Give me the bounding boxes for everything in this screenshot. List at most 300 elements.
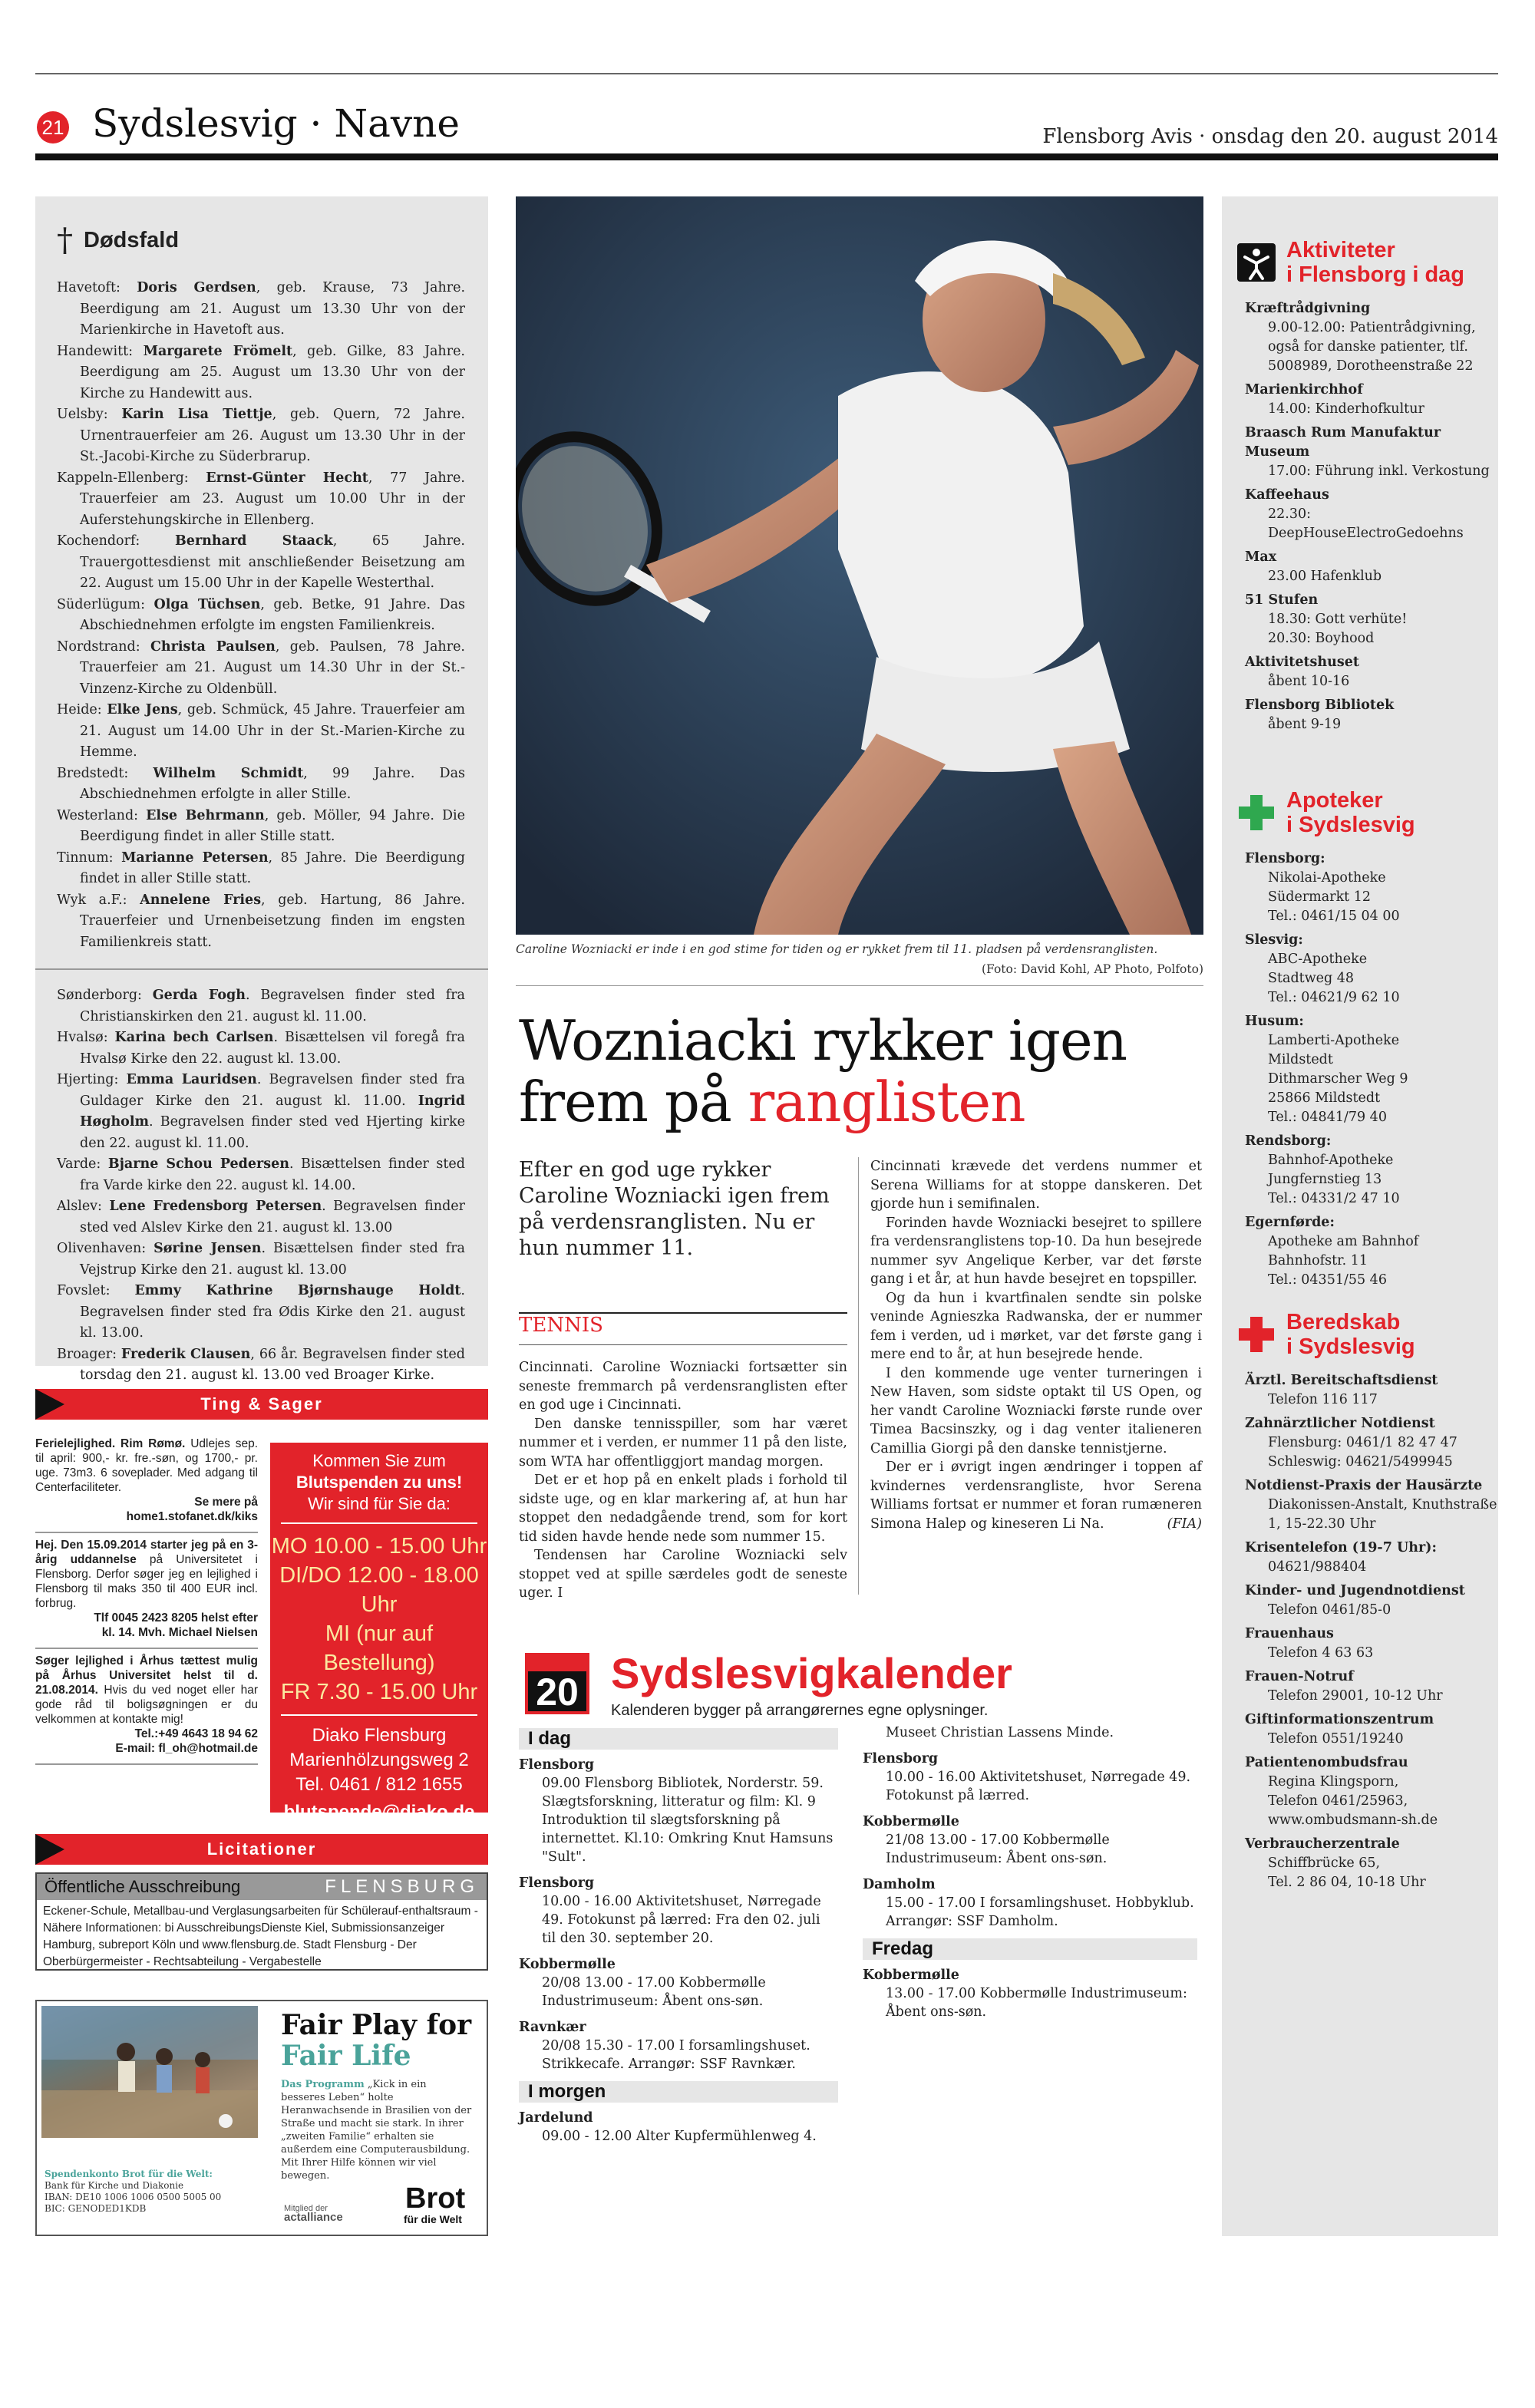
deaths-divider: [35, 968, 488, 970]
death-name: Emma Lauridsen: [126, 1072, 257, 1087]
brot-logo-sub: für die Welt: [404, 2213, 462, 2225]
top-rule: [35, 73, 1498, 74]
activity-entry: [1245, 381, 1498, 419]
chevron-right-icon: [35, 1389, 64, 1420]
article-column-2: [870, 1157, 1202, 1533]
calendar-day-icon: 20: [525, 1668, 589, 1714]
calendar-icon-top: [525, 1653, 589, 1670]
emergency-name: Giftinformationszentrum: [1245, 1712, 1434, 1727]
pharmacy-detail: Tel.: 04331/2 47 10: [1268, 1191, 1400, 1206]
activity-entry: [1245, 299, 1498, 376]
pharmacy-cross-icon: [1237, 793, 1276, 832]
activity-detail: 20.30: Boyhood: [1268, 631, 1375, 646]
death-name: Karina bech Carlsen: [114, 1030, 274, 1045]
emergency-detail: www.ombudsmann-sh.de: [1268, 1813, 1438, 1828]
activity-detail: åbent 10-16: [1268, 674, 1350, 689]
pharmacy-detail: Apotheke am Bahnhof: [1268, 1234, 1419, 1249]
death-text: , 99 Jahre. Das Abschiednehmen erfolgte in aller Stille.: [80, 765, 465, 802]
pharmacy-detail: ABC-Apotheke: [1268, 952, 1368, 967]
emergency-entry: [1245, 1414, 1498, 1472]
calendar-event: 09.00 - 12.00 Alter Kupfermühlenweg 4.: [542, 2129, 817, 2144]
death-text: , 85 Jahre. Die Beerdigung findet in aller Stille statt.: [80, 849, 465, 886]
fairplay-bank-title: Spendenkonto Brot für die Welt:: [45, 2169, 213, 2179]
photo-credit: (Foto: David Kohl, AP Photo, Polfoto): [982, 962, 1203, 976]
blood-hours-3: MI (nur auf Bestellung): [323, 1621, 435, 1675]
death-place: Kappeln-Ellenberg:: [57, 470, 189, 486]
emergency-detail: Flensburg: 0461/1 82 47 47: [1268, 1435, 1457, 1450]
calendar-place: Flensborg: [519, 1875, 595, 1891]
pharmacy-entry: [1245, 1012, 1498, 1127]
tender-title: Öffentliche Ausschreibung: [45, 1877, 241, 1896]
emergency-entry: [1245, 1371, 1498, 1410]
death-text: , 66 år. Begravelsen finder sted torsdag den 21. august kl. 13.00 ved Broager Kirke.: [80, 1346, 465, 1383]
death-entry: [57, 1196, 465, 1239]
death-name: Lene Fredensborg Petersen: [109, 1199, 322, 1214]
calendar-event: 13.00 - 17.00 Kobbermølle Industrimuseum: Åbent ons-søn.: [886, 1986, 1187, 2020]
activity-name: Braasch Rum Manufaktur Museum: [1245, 425, 1441, 460]
calendar-entry: [863, 1813, 1197, 1868]
emergency-detail: Diakonissen-Anstalt, Knuthstraße 1, 15-22.30 Uhr: [1268, 1497, 1497, 1532]
activity-detail: åbent 9-19: [1268, 717, 1342, 732]
activities-title-1: Aktiviteter: [1286, 238, 1395, 262]
calendar-tomorrow-list: [519, 2109, 838, 2146]
death-name: Olga Tüchsen: [154, 596, 261, 612]
death-name: Gerda Fogh: [152, 988, 246, 1003]
pharmacy-name: Egernførde:: [1245, 1215, 1335, 1230]
wozniacki-photo-illustration: [516, 196, 1203, 935]
death-text: , 65 Jahre. Trauergottesdienst mit anschließender Beisetzung am 22. August um 15.00 Uhr in der Kapelle Westerthal.: [80, 533, 465, 591]
classified-lead: Hej. Den 15.09.2014 starter jeg på en 3-årig uddannelse: [35, 1539, 258, 1566]
calendar-event: 20/08 15.30 - 17.00 I forsamlingshuset. Strikkecafe. Arrangør: SSF Ravnkær.: [542, 2038, 810, 2072]
calendar-column-2: [863, 1724, 1197, 2029]
death-text: . Bisættelsen vil foregå fra Hvalsø Kirke den 22. august kl. 13.00.: [80, 1030, 465, 1067]
article-paragraph: Cincinnati. Caroline Wozniacki fortsætter sin seneste fremmarch på verdensranglisten efter en god uge i Cincinnati.: [519, 1360, 847, 1413]
deaths-header: [57, 221, 465, 259]
death-name: Ingrid Høgholm: [80, 1093, 465, 1130]
calendar-place: Flensborg: [519, 1757, 595, 1773]
classified-ads: [35, 1432, 258, 1823]
header-rule: [35, 153, 1498, 160]
fairplay-bank-name: Bank für Kirche und Diakonie: [45, 2180, 184, 2191]
calendar-entry: [519, 2109, 838, 2146]
death-place: Alslev:: [57, 1199, 102, 1214]
fairplay-bank: [45, 2169, 275, 2215]
blood-line-1: Kommen Sie zum: [312, 1451, 446, 1470]
headline-line-2a: frem på: [519, 1070, 748, 1134]
blood-donation-ad: [270, 1443, 488, 1822]
classified-text: [35, 1437, 258, 1495]
activity-detail: 22.30: DeepHouseElectroGedoehns: [1268, 506, 1464, 541]
death-entry: [57, 1070, 465, 1154]
activity-name: Flensborg Bibliotek: [1245, 698, 1395, 713]
classifieds-bar-label: Ting & Sager: [200, 1394, 323, 1413]
emergency-detail: Telefon 29001, 10-12 Uhr: [1268, 1688, 1443, 1704]
article-lead: Efter en god uge rykker Caroline Wozniacki igen frem på verdensranglisten. Nu er hun nummer 11.: [519, 1158, 830, 1260]
pharmacy-detail: Tel.: 04621/9 62 10: [1268, 990, 1400, 1005]
pharmacy-detail: 25866 Mildstedt: [1268, 1090, 1381, 1106]
pharmacy-name: Husum:: [1245, 1014, 1304, 1029]
tender-header: [37, 1874, 487, 1900]
pharmacy-detail: Nikolai-Apotheke: [1268, 870, 1386, 886]
article-column-1: [519, 1358, 847, 1603]
article-signature: (FIA): [1167, 1516, 1202, 1532]
emergency-detail: Telefon 0461/85-0: [1268, 1602, 1391, 1618]
death-entry: [57, 468, 465, 532]
classified-text: [35, 1538, 258, 1611]
emergency-entry: [1245, 1539, 1498, 1577]
classified-contact: Se mere på: [194, 1496, 258, 1509]
emergency-title-1: Beredskab: [1286, 1310, 1401, 1334]
death-name: Emmy Kathrine Bjørnshauge Holdt: [134, 1283, 461, 1298]
calendar-head-today: I dag: [519, 1728, 838, 1750]
activity-detail: 18.30: Gott verhüte!: [1268, 612, 1408, 627]
death-name: Bjarne Schou Pedersen: [107, 1156, 289, 1172]
classified-body: på Universitetet i Flensborg. Derfor søger jeg en lejlighed i Flensborg til maks 350 til 400 EUR incl. forbrug.: [35, 1553, 258, 1610]
info-column: [1222, 196, 1498, 2236]
emergency-entry: [1245, 1753, 1498, 1830]
classified-body: Udlejes sep. til april: 900,- kr. fre.-søn, og 1700,- pr. uge. 73m3. 6 soveplader. Med adgang til Centerfaciliteter.: [35, 1437, 259, 1494]
emergency-detail: 04621/988404: [1268, 1559, 1367, 1575]
death-text: , geb. Paulsen, 78 Jahre. Trauerfeier am 21. August um 14.30 Uhr in der St.-Vinzenz-Kirche zu Oldenbüll.: [80, 638, 465, 697]
blood-hours-1: MO 10.00 - 15.00 Uhr: [271, 1534, 487, 1559]
pharmacy-detail: Mildstedt: [1268, 1052, 1333, 1067]
calendar-entry: [863, 1966, 1197, 2021]
activity-detail: 9.00-12.00: Patientrådgivning, også for danske patienter, tlf. 5008989, Dorotheenstraße 22: [1268, 320, 1476, 374]
emergency-detail: Schleswig: 04621/5499945: [1268, 1454, 1453, 1470]
calendar-event: 15.00 - 17.00 I forsamlingshuset. Hobbyklub. Arrangør: SSF Damholm.: [886, 1895, 1194, 1929]
activity-name: Kaffeehaus: [1245, 487, 1329, 503]
calendar-entry: [519, 1955, 838, 2011]
classified-lead: Ferielejlighed. Rim Rømø.: [35, 1437, 186, 1450]
fairplay-title: Fair Play for: [281, 2009, 472, 2041]
headline-line-1: Wozniacki rykker igen: [519, 1008, 1127, 1073]
article-paragraph: Den danske tennisspiller, som har været nummer et i verden, er nummer 11 på den liste, som WTA har offentliggjort mandag morgen.: [519, 1416, 847, 1470]
death-name: Doris Gerdsen: [137, 280, 256, 295]
calendar-section: [519, 1645, 1203, 2267]
emergency-list: [1245, 1371, 1498, 1892]
classifieds-bar: [35, 1389, 488, 1420]
emergency-title-2: i Sydslesvig: [1286, 1334, 1415, 1359]
activity-entry: [1245, 653, 1498, 691]
classified-contact: Tel.:+49 4643 18 94 62: [134, 1727, 258, 1740]
blood-line-3: Wir sind für Sie da:: [308, 1494, 451, 1513]
calendar-column-1: [519, 1724, 838, 2153]
pharmacy-detail: Tel.: 04841/79 40: [1268, 1110, 1387, 1125]
emergency-name: Notdienst-Praxis der Hausärzte: [1245, 1478, 1483, 1493]
death-name: Christa Paulsen: [150, 638, 276, 655]
death-entry: [57, 1028, 465, 1070]
death-text: , geb. Möller, 94 Jahre. Die Beerdigung findet in aller Stille statt.: [80, 807, 465, 844]
pharmacies-title-2: i Sydslesvig: [1286, 813, 1415, 837]
death-text: , geb. Gilke, 83 Jahre. Beerdigung am 25. August um 13.30 Uhr von der Kirche zu Handewitt aus.: [80, 343, 465, 401]
pharmacy-detail: Dithmarscher Weg 9: [1268, 1071, 1408, 1087]
classified-contact[interactable]: kl. 14. Mvh. Michael Nielsen: [101, 1626, 258, 1639]
death-place: Wyk a.F.:: [57, 892, 127, 908]
actalliance-label: actalliance: [284, 2211, 343, 2224]
emergency-entry: [1245, 1582, 1498, 1620]
calendar-continued-list: [863, 1750, 1197, 1931]
tenders-bar: [35, 1834, 488, 1865]
fairplay-ad: [35, 2000, 488, 2236]
emergency-entry: [1245, 1835, 1498, 1892]
deaths-panel: [35, 196, 488, 1383]
article-paragraph: Det er et hop på en enkelt plads i forhold til sidste uge, og en klar markering af, at hun har stoppet den nedadgående trend, som for kort tid siden havde hende nede som nummer 15.: [519, 1473, 847, 1545]
death-place: Varde:: [57, 1156, 101, 1172]
death-entry: [57, 1344, 465, 1387]
activities-list: [1245, 299, 1498, 734]
page-number: 21: [37, 111, 69, 143]
death-name: Sørine Jensen: [154, 1241, 262, 1256]
article-paragraph: Cincinnati krævede det verdens nummer et Serena Williams for at stoppe danskeren. Det gjorde hun i semifinalen.: [870, 1159, 1202, 1212]
article-paragraph: Forinden havde Wozniacki besejret to spillere fra verdensranglistens top-10. Da hun besejrede nummer syv Angelique Kerber, var det første gang i et år, at hun havde besejret en topspiller.: [870, 1215, 1202, 1287]
pharmacy-entry: [1245, 849, 1498, 926]
article-kicker: TENNIS: [519, 1314, 603, 1337]
death-place: Kochendorf:: [57, 533, 140, 549]
pharmacies-title-1: Apoteker: [1286, 788, 1383, 813]
death-text: , geb. Krause, 73 Jahre. Beerdigung am 21. August um 13.30 Uhr von der Marienkirche in Havetoft aus.: [80, 280, 466, 338]
calendar-event: 21/08 13.00 - 17.00 Kobbermølle Industrimuseum: Åbent ons-søn.: [886, 1832, 1110, 1866]
article-paragraph-text: Der er i øvrigt ingen ændringer i toppen af kvindernes verdensrangliste, hvor Serena Williams fortsat er nummer et foran rumæneren Simona Halep og kineseren Li Na.: [870, 1460, 1202, 1532]
pharmacy-detail: Bahnhof-Apotheke: [1268, 1153, 1394, 1168]
blood-email[interactable]: blutspende@diako.de: [283, 1802, 475, 1822]
death-place: Westerland:: [57, 807, 139, 823]
emergency-name: Ärztl. Bereitschaftsdienst: [1245, 1373, 1438, 1388]
calendar-place: Kobbermølle: [863, 1814, 959, 1829]
emergency-header: [1237, 1310, 1498, 1359]
emergency-detail: Telefon 0461/25963,: [1268, 1793, 1408, 1809]
deaths-list-german: [57, 278, 465, 953]
death-entry: [57, 806, 465, 848]
pharmacy-detail: Lamberti-Apotheke: [1268, 1033, 1400, 1048]
death-place: Heide:: [57, 702, 102, 717]
activities-header: [1237, 238, 1498, 287]
activities-title: [1286, 238, 1464, 287]
emergency-name: Zahnärztlicher Notdienst: [1245, 1416, 1435, 1431]
fairplay-body-text: „Kick in ein besseres Leben“ holte Heranwachsende in Brasilien von der Straße und macht sie stark. In ihrer „zweiten Familie“ erhalten sie außerdem eine Computerausbildung. Mit Ihrer Hilfe können wir viel bewegen.: [281, 2079, 472, 2182]
emergency-detail: Telefon 116 117: [1268, 1392, 1378, 1407]
death-entry: [57, 278, 465, 341]
cross-icon: †: [57, 221, 73, 259]
death-text: . Begravelsen finder sted fra Christianskirken den 21. august kl. 11.00.: [80, 988, 465, 1024]
activity-entry: [1245, 548, 1498, 586]
calendar-event: 10.00 - 16.00 Aktivitetshuset, Nørregade 49. Fotokunst på lærred.: [886, 1770, 1191, 1803]
pharmacy-detail: Jungfernstieg 13: [1268, 1172, 1382, 1187]
death-text: . Begravelsen finder sted ved Hjerting kirke den 22. august kl. 11.00.: [80, 1114, 465, 1151]
member-label: Mitglied der: [284, 2204, 328, 2213]
death-place: Tinnum:: [57, 849, 114, 866]
death-place: Havetoft:: [57, 280, 120, 295]
activity-name: Max: [1245, 549, 1277, 565]
death-text: , geb. Schmück, 45 Jahre. Trauerfeier am 21. August um 14.00 Uhr in der St.-Marien-Kirche zu Hemme.: [80, 702, 465, 760]
classified-contact[interactable]: E-mail: fl_oh@hotmail.de: [115, 1742, 258, 1755]
death-text: . Begravelsen finder sted ved Alslev Kirke den 21. august kl. 13.00: [80, 1199, 465, 1235]
death-text: , geb. Hartung, 86 Jahre. Trauerfeier und Urnenbeisetzung finden im engsten Familienkreis statt.: [80, 892, 465, 950]
pharmacy-detail: Bahnhofstr. 11: [1268, 1253, 1368, 1268]
fairplay-subtitle: Fair Life: [281, 2040, 411, 2072]
photo-caption: Caroline Wozniacki er inde i en god stime for tiden og er rykket frem til 11. pladsen på verdensranglisten.: [516, 942, 1158, 956]
classified-ad: [35, 1533, 258, 1649]
tennis-photo: [516, 196, 1203, 935]
emergency-cross-icon: [1237, 1315, 1276, 1354]
death-entry: [57, 764, 465, 806]
death-place: Olivenhaven:: [57, 1241, 147, 1256]
activity-name: 51 Stufen: [1245, 592, 1319, 608]
activities-title-2: i Flensborg i dag: [1286, 262, 1465, 287]
dateline: Flensborg Avis · onsdag den 20. august 2014: [1042, 125, 1498, 148]
classified-ad: [35, 1649, 258, 1765]
pharmacy-name: Flensborg:: [1245, 851, 1325, 866]
brot-logo: Brot: [405, 2182, 466, 2215]
death-text: , geb. Quern, 72 Jahre. Urnentrauerfeier am 26. August um 13.30 Uhr in der St.-Jacobi-Kirche zu Süderbrarup.: [80, 407, 465, 464]
classified-contact: Tlf 0045 2423 8205 helst efter: [94, 1611, 258, 1625]
blood-hours-2: DI/DO 12.00 - 18.00 Uhr: [279, 1563, 479, 1617]
pharmacy-entry: [1245, 1213, 1498, 1290]
death-entry: [57, 1154, 465, 1196]
calendar-entry: [519, 1756, 838, 1866]
deaths-list-danish: [57, 985, 465, 1387]
section-title: Sydslesvig · Navne: [92, 101, 460, 146]
calendar-entry: [519, 1874, 838, 1948]
emergency-name: Patientenombudsfrau: [1245, 1755, 1408, 1770]
activity-name: Marienkirchhof: [1245, 382, 1363, 397]
death-name: Wilhelm Schmidt: [153, 765, 304, 781]
actalliance-logo: [284, 2204, 343, 2223]
emergency-detail: Regina Klingsporn,: [1268, 1774, 1399, 1790]
activity-entry: [1245, 591, 1498, 648]
classified-text: [35, 1654, 258, 1727]
emergency-detail: Telefon 0551/19240: [1268, 1731, 1404, 1747]
pharmacies-title: [1286, 788, 1415, 837]
pharmacies-header: [1237, 788, 1498, 837]
calendar-today-list: [519, 1756, 838, 2073]
pharmacy-detail: Stadtweg 48: [1268, 971, 1355, 986]
blood-address-1: Diako Flensburg: [312, 1725, 447, 1746]
emergency-entry: [1245, 1710, 1498, 1749]
blood-divider-2: [281, 1714, 477, 1716]
pharmacy-entry: [1245, 1132, 1498, 1209]
death-place: Süderlügum:: [57, 596, 146, 612]
pharmacies-list: [1245, 849, 1498, 1290]
article-paragraph-last: [870, 1458, 1202, 1533]
fairplay-iban: IBAN: DE10 1006 1006 0500 5005 00: [45, 2192, 222, 2202]
tender-body: Eckener-Schule, Metallbau-und Verglasungsarbeiten für Schülerauf-enthaltsraum - Nähere Informationen: bi AusschreibungsDienste Kiel, Submissionsanzeiger Hamburg, subreport Köln und www.flensburg.de. Stadt Flensburg - Der Oberbürgermeister - Rechtsabteilung - Vergabestelle: [43, 1905, 478, 1968]
tenders-bar-label: Licitationer: [206, 1839, 317, 1859]
calendar-place: Damholm: [863, 1877, 936, 1892]
calendar-head-tomorrow: I morgen: [519, 2081, 838, 2103]
pharmacy-name: Rendsborg:: [1245, 1133, 1332, 1149]
calendar-entry: [863, 1875, 1197, 1931]
emergency-name: Verbraucherzentrale: [1245, 1836, 1400, 1852]
article-headline: [519, 1010, 1210, 1133]
headline-line-2: [519, 1071, 1210, 1133]
calendar-entry: [519, 2018, 838, 2073]
pharmacy-detail: Tel.: 0461/15 04 00: [1268, 909, 1400, 924]
emergency-entry: [1245, 1476, 1498, 1534]
death-text: . Begravelsen finder sted fra Guldager Kirke den 21. august kl. 11.00.: [80, 1072, 465, 1109]
emergency-entry: [1245, 1667, 1498, 1706]
caption-rule: [516, 985, 1203, 986]
blood-divider: [281, 1522, 477, 1524]
death-place: Hjerting:: [57, 1072, 119, 1087]
calendar-subtitle: Kalenderen bygger på arrangørernes egne oplysninger.: [611, 1702, 989, 1719]
tender-notice: [35, 1872, 488, 1971]
calendar-place: Jardelund: [519, 2110, 593, 2126]
death-entry: [57, 890, 465, 954]
calendar-place: Ravnkær: [519, 2020, 586, 2035]
article-paragraph: I den kommende uge venter turneringen i New Haven, som sidste optakt til US Open, og her vandt Caroline Wozniacki første runde over Timea Bacsinszky, og i dag venter italieneren Camillia Giorgi på den danske tennistjerne.: [870, 1365, 1202, 1456]
death-place: Bredstedt:: [57, 765, 129, 781]
calendar-continued: Museet Christian Lassens Minde.: [886, 1725, 1114, 1740]
death-name: Annelene Fries: [140, 892, 262, 908]
death-name: Frederik Clausen: [120, 1346, 251, 1362]
emergency-name: Krisentelefon (19-7 Uhr):: [1245, 1540, 1437, 1555]
chevron-right-icon: [35, 1834, 64, 1865]
death-entry: [57, 848, 465, 890]
calendar-place: Flensborg: [863, 1751, 939, 1766]
classified-contact[interactable]: home1.stofanet.dk/kiks: [126, 1510, 258, 1523]
emergency-detail: Schiffbrücke 65,: [1268, 1855, 1381, 1871]
death-entry: [57, 1239, 465, 1281]
children-football-illustration: [41, 2006, 258, 2138]
death-name: Karin Lisa Tiettje: [121, 407, 272, 422]
calendar-event: 10.00 - 16.00 Aktivitetshuset, Nørregade 49. Fotokunst på lærred: Fra den 02. juli til den 30. september 20.: [542, 1894, 821, 1946]
pharmacy-entry: [1245, 931, 1498, 1008]
emergency-detail: Telefon 4 63 63: [1268, 1645, 1374, 1661]
death-text: . Bisættelsen finder sted fra Vejstrup Kirke den 21. august kl. 13.00: [80, 1241, 465, 1278]
death-entry: [57, 985, 465, 1028]
death-text: , geb. Betke, 91 Jahre. Das Abschiednehmen erfolgte im engsten Familienkreis.: [80, 596, 465, 633]
activity-detail: 23.00 Hafenklub: [1268, 569, 1382, 584]
death-name: Else Behrmann: [146, 807, 265, 823]
death-place: Sønderborg:: [57, 988, 142, 1003]
calendar-friday-list: [863, 1966, 1197, 2021]
activity-detail: 14.00: Kinderhofkultur: [1268, 401, 1424, 417]
emergency-name: Frauenhaus: [1245, 1626, 1334, 1641]
death-place: Uelsby:: [57, 407, 108, 422]
column-divider: [858, 1157, 859, 1595]
death-entry: [57, 700, 465, 764]
activity-entry: [1245, 696, 1498, 734]
activity-entry: [1245, 424, 1498, 481]
fairplay-bic: BIC: GENODED1KDB: [45, 2203, 147, 2214]
death-place: Broager:: [57, 1346, 117, 1362]
classified-ad: [35, 1432, 258, 1533]
death-entry: [57, 531, 465, 595]
calendar-entry: [863, 1750, 1197, 1805]
death-name: Ernst-Günter Hecht: [206, 470, 368, 486]
death-place: Nordstrand:: [57, 638, 140, 655]
emergency-detail: Tel. 2 86 04, 10-18 Uhr: [1268, 1875, 1426, 1890]
death-text: . Bisættelsen finder sted fra Varde kirke den 22. august kl. 14.00.: [80, 1156, 465, 1193]
calendar-event: 09.00 Flensborg Bibliotek, Norderstr. 59. Slægtsforskning, litteratur og film: Kl. 9 Introduktion til slægtsforskning på internettet. Kl.10: Omkring Knut Hamsuns "Sult".: [542, 1776, 834, 1865]
activity-name: Aktivitetshuset: [1245, 655, 1359, 670]
activity-entry: [1245, 486, 1498, 543]
death-place: Handewitt:: [57, 343, 134, 359]
headline-highlight: ranglisten: [748, 1070, 1025, 1134]
blood-hours-4: FR 7.30 - 15.00 Uhr: [280, 1680, 478, 1704]
emergency-name: Kinder- und Jugendnotdienst: [1245, 1583, 1465, 1598]
death-name: Elke Jens: [107, 702, 178, 717]
classified-lead: Søger lejlighed i Århus tættest mulig på Århus Universitet helst til d. 21.08.2014.: [35, 1654, 258, 1697]
pharmacy-detail: Tel.: 04351/55 46: [1268, 1272, 1387, 1288]
activity-person-icon: [1237, 243, 1276, 282]
fairplay-body: [281, 2078, 473, 2182]
death-entry: [57, 404, 465, 468]
death-entry: [57, 1281, 465, 1344]
tender-city: FLENSBURG: [325, 1876, 479, 1897]
activity-name: Kræftrådgivning: [1245, 301, 1371, 316]
death-text: , 77 Jahre. Trauerfeier am 23. August um 10.00 Uhr in der Auferstehungskirche in Ellenberg.: [80, 470, 465, 528]
